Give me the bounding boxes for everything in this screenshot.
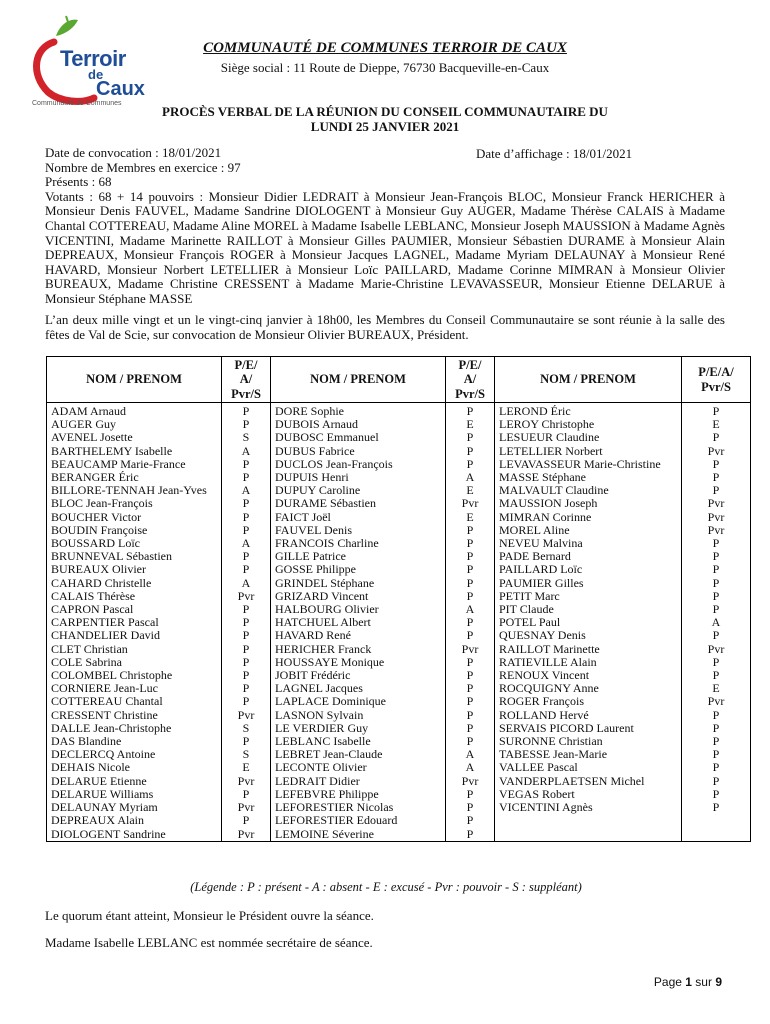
table-row <box>47 695 751 708</box>
member-status: P <box>222 669 271 682</box>
member-status: P <box>446 801 495 814</box>
member-name: MASSE Stéphane <box>495 471 682 484</box>
member-status: Pvr <box>446 643 495 656</box>
member-name: ADAM Arnaud <box>47 403 222 419</box>
member-name: CHANDELIER David <box>47 629 222 642</box>
table-row <box>47 563 751 576</box>
member-status: Pvr <box>682 695 751 708</box>
table-row <box>47 722 751 735</box>
member-status: P <box>682 590 751 603</box>
member-name: LEBLANC Isabelle <box>271 735 446 748</box>
member-status <box>682 828 751 842</box>
member-name: SERVAIS PICORD Laurent <box>495 722 682 735</box>
table-row <box>47 458 751 471</box>
member-name: FAUVEL Denis <box>271 524 446 537</box>
table-row <box>47 431 751 444</box>
member-status: Pvr <box>446 775 495 788</box>
member-name: LASNON Sylvain <box>271 709 446 722</box>
member-name: NEVEU Malvina <box>495 537 682 550</box>
member-name: LAPLACE Dominique <box>271 695 446 708</box>
member-name: BUREAUX Olivier <box>47 563 222 576</box>
member-name: BLOC Jean-François <box>47 497 222 510</box>
member-status: P <box>222 735 271 748</box>
member-name: AUGER Guy <box>47 418 222 431</box>
member-status: P <box>222 616 271 629</box>
member-status: P <box>222 603 271 616</box>
member-status: A <box>222 537 271 550</box>
member-status: P <box>682 563 751 576</box>
members-count: Nombre de Membres en exercice : 97 <box>45 159 241 175</box>
member-status: P <box>446 722 495 735</box>
member-name: MAUSSION Joseph <box>495 497 682 510</box>
member-name: DUBOIS Arnaud <box>271 418 446 431</box>
member-name: COTTEREAU Chantal <box>47 695 222 708</box>
member-name: DUBOSC Emmanuel <box>271 431 446 444</box>
member-status: P <box>446 537 495 550</box>
member-status: P <box>682 403 751 419</box>
table-row <box>47 418 751 431</box>
member-name: BEAUCAMP Marie-France <box>47 458 222 471</box>
logo-word-caux: Caux <box>96 78 145 100</box>
member-name: LEBRET Jean-Claude <box>271 748 446 761</box>
member-status: P <box>446 828 495 842</box>
member-name: PETIT Marc <box>495 590 682 603</box>
table-row <box>47 577 751 590</box>
member-status: P <box>682 603 751 616</box>
member-name: LE VERDIER Guy <box>271 722 446 735</box>
member-name: SURONNE Christian <box>495 735 682 748</box>
member-name: CARPENTIER Pascal <box>47 616 222 629</box>
document-title-line1: PROCÈS VERBAL DE LA RÉUNION DU CONSEIL COMMUNAUTAIRE DU <box>162 104 608 119</box>
member-status: Pvr <box>682 643 751 656</box>
member-name: BARTHELEMY Isabelle <box>47 445 222 458</box>
table-row <box>47 403 751 419</box>
member-status: P <box>222 403 271 419</box>
status-header-line: A/ <box>463 372 477 387</box>
col-header-status-3 <box>682 357 751 403</box>
member-name: DORE Sophie <box>271 403 446 419</box>
member-status: P <box>222 418 271 431</box>
member-name: POTEL Paul <box>495 616 682 629</box>
member-name: DUCLOS Jean-François <box>271 458 446 471</box>
member-name: BILLORE-TENNAH Jean-Yves <box>47 484 222 497</box>
member-status: E <box>446 484 495 497</box>
table-row <box>47 550 751 563</box>
meeting-intro: L’an deux mille vingt et un le vingt-cinq janvier à 18h00, les Membres du Conseil Communautaire se sont réunie à la salle des fêtes de Val de Scie, sur convocation de Monsieur Olivier BUREAUX, Président. <box>45 312 725 342</box>
member-name: DECLERCQ Antoine <box>47 748 222 761</box>
member-status: P <box>682 801 751 814</box>
member-status: S <box>222 431 271 444</box>
member-name: ROGER François <box>495 695 682 708</box>
table-row <box>47 629 751 642</box>
member-name: PAUMIER Gilles <box>495 577 682 590</box>
page-number-middle: sur <box>691 975 716 989</box>
col-header-status-2 <box>446 357 495 403</box>
member-status: P <box>446 445 495 458</box>
member-status: Pvr <box>222 775 271 788</box>
member-name: LEMOINE Séverine <box>271 828 446 842</box>
member-name <box>495 814 682 827</box>
member-status <box>682 814 751 827</box>
member-name: DEHAIS Nicole <box>47 761 222 774</box>
member-status: A <box>222 577 271 590</box>
col-header-name-1: NOM / PRENOM <box>47 357 222 403</box>
member-name: LEFORESTIER Nicolas <box>271 801 446 814</box>
member-name: BOUDIN Françoise <box>47 524 222 537</box>
member-name: COLE Sabrina <box>47 656 222 669</box>
posting-date: Date d’affichage : 18/01/2021 <box>476 146 633 161</box>
member-name: MALVAULT Claudine <box>495 484 682 497</box>
member-status: A <box>446 761 495 774</box>
table-row <box>47 828 751 842</box>
convocation-date: Date de convocation : 18/01/2021 <box>45 145 222 160</box>
member-status: P <box>682 788 751 801</box>
member-status: Pvr <box>222 590 271 603</box>
member-status: Pvr <box>222 801 271 814</box>
col-header-name-2: NOM / PRENOM <box>271 357 446 403</box>
member-status: P <box>222 629 271 642</box>
member-name: BRUNNEVAL Sébastien <box>47 550 222 563</box>
member-name: CALAIS Thérèse <box>47 590 222 603</box>
member-status: P <box>446 814 495 827</box>
member-status: P <box>682 577 751 590</box>
present-count: Présents : 68 <box>45 174 112 190</box>
member-name: VICENTINI Agnès <box>495 801 682 814</box>
member-name: VALLEE Pascal <box>495 761 682 774</box>
member-name: DELARUE Williams <box>47 788 222 801</box>
table-row <box>47 511 751 524</box>
member-status: A <box>222 445 271 458</box>
table-row <box>47 445 751 458</box>
member-name: LEROND Éric <box>495 403 682 419</box>
member-name: LEVAVASSEUR Marie-Christine <box>495 458 682 471</box>
member-name: HALBOURG Olivier <box>271 603 446 616</box>
member-status: P <box>446 629 495 642</box>
member-status: P <box>682 471 751 484</box>
member-status: P <box>222 695 271 708</box>
member-status: P <box>682 709 751 722</box>
table-row <box>47 497 751 510</box>
member-status: P <box>446 550 495 563</box>
member-name: LEDRAIT Didier <box>271 775 446 788</box>
member-status: Pvr <box>682 497 751 510</box>
member-status: P <box>222 550 271 563</box>
member-name: DIOLOGENT Sandrine <box>47 828 222 842</box>
member-status: Pvr <box>682 445 751 458</box>
document-title-line2: LUNDI 25 JANVIER 2021 <box>310 119 460 134</box>
member-status: P <box>446 431 495 444</box>
member-status: P <box>446 656 495 669</box>
member-name: LAGNEL Jacques <box>271 682 446 695</box>
member-name: MOREL Aline <box>495 524 682 537</box>
member-status: P <box>446 735 495 748</box>
member-status: P <box>682 550 751 563</box>
member-status: P <box>222 656 271 669</box>
member-name: PADE Bernard <box>495 550 682 563</box>
quorum-statement: Le quorum étant atteint, Monsieur le Président ouvre la séance. <box>45 908 374 923</box>
member-name: LECONTE Olivier <box>271 761 446 774</box>
member-status: S <box>222 748 271 761</box>
member-status: Pvr <box>682 511 751 524</box>
member-status: P <box>682 656 751 669</box>
table-row <box>47 590 751 603</box>
table-row <box>47 801 751 814</box>
member-status: E <box>682 418 751 431</box>
member-name: CRESSENT Christine <box>47 709 222 722</box>
logo-word-de: de <box>88 67 104 82</box>
member-name: GOSSE Philippe <box>271 563 446 576</box>
member-status: P <box>222 814 271 827</box>
member-status: P <box>446 563 495 576</box>
member-status: P <box>446 458 495 471</box>
member-name: VEGAS Robert <box>495 788 682 801</box>
member-name: GRINDEL Stéphane <box>271 577 446 590</box>
member-status: Pvr <box>682 524 751 537</box>
head-office-address: Siège social : 11 Route de Dieppe, 76730 Bacqueville-en-Caux <box>220 60 550 75</box>
member-name: JOBIT Frédéric <box>271 669 446 682</box>
member-status: A <box>682 616 751 629</box>
table-row <box>47 775 751 788</box>
member-status: P <box>446 403 495 419</box>
member-name: DAS Blandine <box>47 735 222 748</box>
member-name: DALLE Jean-Christophe <box>47 722 222 735</box>
member-status: P <box>682 669 751 682</box>
status-header-line: P/E/ <box>234 357 258 372</box>
member-name: DUBUS Fabrice <box>271 445 446 458</box>
col-header-status-1 <box>222 357 271 403</box>
member-status: P <box>682 735 751 748</box>
member-status: A <box>446 748 495 761</box>
member-name: HOUSSAYE Monique <box>271 656 446 669</box>
member-name: BOUSSARD Loïc <box>47 537 222 550</box>
member-name: RENOUX Vincent <box>495 669 682 682</box>
member-name: LETELLIER Norbert <box>495 445 682 458</box>
status-header-line: Pvr/S <box>455 386 485 401</box>
member-name: PIT Claude <box>495 603 682 616</box>
member-status: P <box>222 682 271 695</box>
member-name: RATIEVILLE Alain <box>495 656 682 669</box>
member-status: P <box>222 511 271 524</box>
member-name: LEROY Christophe <box>495 418 682 431</box>
page-number-prefix: Page <box>653 975 686 989</box>
page-number-current: 1 <box>685 975 692 989</box>
member-status: A <box>446 471 495 484</box>
member-status: P <box>222 497 271 510</box>
member-status: P <box>682 722 751 735</box>
member-status: P <box>682 775 751 788</box>
member-name: LEFEBVRE Philippe <box>271 788 446 801</box>
member-name: CLET Christian <box>47 643 222 656</box>
status-header-line: Pvr/S <box>701 379 731 394</box>
member-status: Pvr <box>446 497 495 510</box>
member-name: BOUCHER Victor <box>47 511 222 524</box>
member-status: P <box>222 471 271 484</box>
organization-name: COMMUNAUTÉ DE COMMUNES TERROIR DE CAUX <box>203 40 567 56</box>
member-name: HAVARD René <box>271 629 446 642</box>
member-status: P <box>446 577 495 590</box>
status-header-line: A/ <box>239 372 253 387</box>
member-status: P <box>446 709 495 722</box>
member-status: P <box>446 788 495 801</box>
member-status: P <box>682 484 751 497</box>
member-status: P <box>682 431 751 444</box>
attendance-table-body <box>47 403 751 842</box>
member-status: A <box>222 484 271 497</box>
member-status: P <box>222 524 271 537</box>
member-status: P <box>446 682 495 695</box>
member-name: CAHARD Christelle <box>47 577 222 590</box>
member-name: COLOMBEL Christophe <box>47 669 222 682</box>
member-status: E <box>446 511 495 524</box>
member-name: VANDERPLAETSEN Michel <box>495 775 682 788</box>
member-name: GILLE Patrice <box>271 550 446 563</box>
member-status: P <box>446 669 495 682</box>
member-status: Pvr <box>222 828 271 842</box>
member-status: P <box>682 761 751 774</box>
member-status: P <box>222 788 271 801</box>
member-name: MIMRAN Corinne <box>495 511 682 524</box>
member-status: P <box>682 748 751 761</box>
member-name: DUPUY Caroline <box>271 484 446 497</box>
table-row <box>47 814 751 827</box>
member-name: HATCHUEL Albert <box>271 616 446 629</box>
member-name: HERICHER Franck <box>271 643 446 656</box>
table-row <box>47 643 751 656</box>
member-status: P <box>446 524 495 537</box>
member-status: P <box>446 616 495 629</box>
table-row <box>47 524 751 537</box>
member-name: ROCQUIGNY Anne <box>495 682 682 695</box>
member-name: DELAUNAY Myriam <box>47 801 222 814</box>
member-status: S <box>222 722 271 735</box>
status-legend: (Légende : P : présent - A : absent - E : excusé - Pvr : pouvoir - S : suppléant) <box>190 880 582 894</box>
member-status: P <box>222 563 271 576</box>
table-row <box>47 748 751 761</box>
member-name <box>495 828 682 842</box>
logo-word-terroir: Terroir <box>60 46 126 71</box>
member-name: FRANCOIS Charline <box>271 537 446 550</box>
member-name: DURAME Sébastien <box>271 497 446 510</box>
member-status: E <box>682 682 751 695</box>
member-status: P <box>682 629 751 642</box>
member-status: E <box>446 418 495 431</box>
page-number <box>654 975 722 989</box>
member-status: E <box>222 761 271 774</box>
status-header-line: Pvr/S <box>231 386 261 401</box>
logo-tagline: Communauté de Communes <box>32 100 122 107</box>
voters-proxies: Votants : 68 + 14 pouvoirs : Monsieur Didier LEDRAIT à Monsieur Jean-François BLOC, Monsieur Franck HERICHER à Monsieur Denis FAUVEL, Madame Sandrine DIOLOGENT à Monsieur Guy AUGER, Madame Thérèse CALAIS à Madame Chantal COTTEREAU, Madame Aline MOREL à Madame Isabelle LEBLANC, Monsieur Joseph MAUSSION à Madame Agnès VICENTINI, Madame Marinette RAILLOT à Monsieur Gilles PAUMIER, Monsieur Sébastien DURAME à Monsieur Alain DEPREAUX, Monsieur François ROGER à Monsieur Jacques LAGNEL, Madame Myriam DELAUNAY à Monsieur René HAVARD, Monsieur Norbert LETELLIER à Monsieur Loïc PAILLARD, Madame Corinne MIMRAN à Monsieur Olivier BUREAUX, Madame Christine CRESSENT à Madame Marie-Christine LEVAVASSEUR, Monsieur Etienne DELARUE à Monsieur Stéphane MASSE <box>45 188 725 306</box>
secretary-statement: Madame Isabelle LEBLANC est nommée secrétaire de séance. <box>45 935 373 950</box>
member-name: FAICT Joël <box>271 511 446 524</box>
member-name: CORNIERE Jean-Luc <box>47 682 222 695</box>
member-status: A <box>446 603 495 616</box>
member-name: ROLLAND Hervé <box>495 709 682 722</box>
table-header-row <box>47 357 751 403</box>
col-header-name-3: NOM / PRENOM <box>495 357 682 403</box>
member-name: TABESSE Jean-Marie <box>495 748 682 761</box>
member-name: RAILLOT Marinette <box>495 643 682 656</box>
table-row <box>47 761 751 774</box>
status-header-line: P/E/A/ <box>698 365 734 379</box>
member-name: CAPRON Pascal <box>47 603 222 616</box>
member-name: GRIZARD Vincent <box>271 590 446 603</box>
member-name: DUPUIS Henri <box>271 471 446 484</box>
member-status: P <box>446 695 495 708</box>
member-status: P <box>682 537 751 550</box>
member-status: P <box>222 458 271 471</box>
member-name: AVENEL Josette <box>47 431 222 444</box>
member-name: LEFORESTIER Edouard <box>271 814 446 827</box>
member-name: LESUEUR Claudine <box>495 431 682 444</box>
member-name: QUESNAY Denis <box>495 629 682 642</box>
member-name: DEPREAUX Alain <box>47 814 222 827</box>
member-status: P <box>222 643 271 656</box>
member-status: Pvr <box>222 709 271 722</box>
page-number-total: 9 <box>715 975 722 989</box>
member-name: PAILLARD Loïc <box>495 563 682 576</box>
member-status: P <box>682 458 751 471</box>
member-name: BERANGER Éric <box>47 471 222 484</box>
member-name: DELARUE Etienne <box>47 775 222 788</box>
table-row <box>47 709 751 722</box>
member-status: P <box>446 590 495 603</box>
status-header-line: P/E/ <box>458 357 482 372</box>
terroir-de-caux-logo <box>26 12 146 108</box>
attendance-table <box>46 356 751 842</box>
